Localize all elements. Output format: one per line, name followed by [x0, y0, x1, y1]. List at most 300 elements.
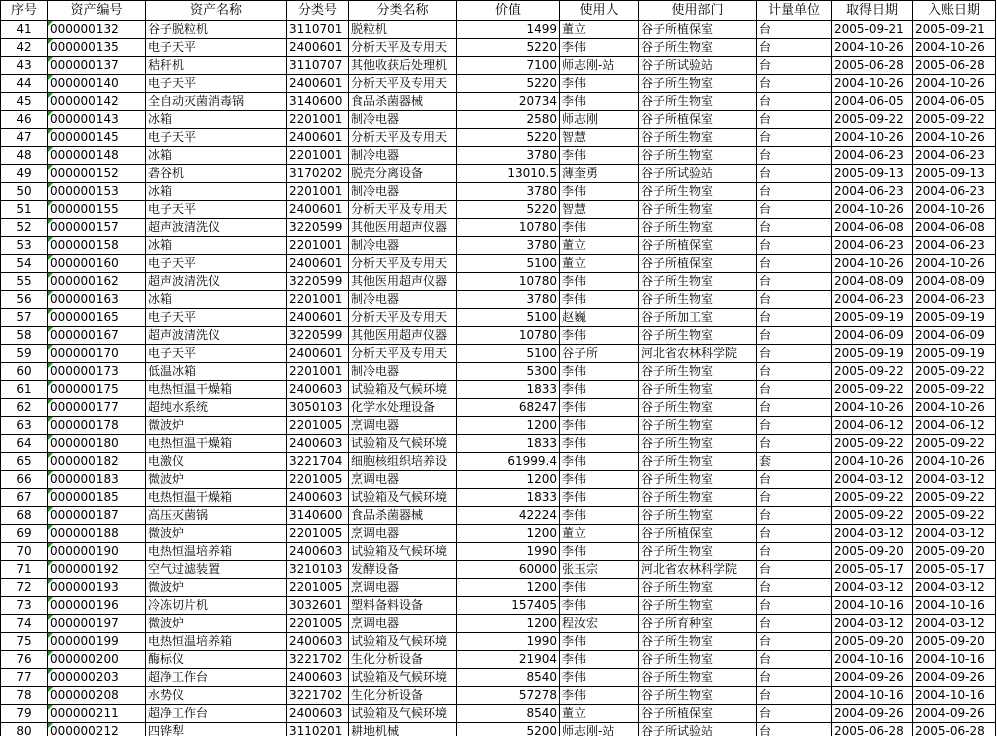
cell-unit[interactable]: 台 — [757, 489, 832, 507]
cell-asset-name[interactable]: 秸秆机 — [146, 57, 287, 75]
cell-category-code[interactable]: 2400603 — [287, 669, 349, 687]
cell-posted-date[interactable]: 2004-08-09 — [913, 273, 996, 291]
cell-row-number[interactable]: 64 — [1, 435, 48, 453]
cell-user[interactable]: 李伟 — [560, 453, 639, 471]
cell-row-number[interactable]: 73 — [1, 597, 48, 615]
cell-unit[interactable]: 台 — [757, 633, 832, 651]
cell-row-number[interactable]: 60 — [1, 363, 48, 381]
cell-category-name[interactable]: 化学水处理设备 — [349, 399, 457, 417]
cell-category-name[interactable]: 试验箱及气候环境 — [349, 489, 457, 507]
cell-asset-code[interactable]: 000000157 — [48, 219, 146, 237]
cell-acquired-date[interactable]: 2005-09-20 — [832, 543, 913, 561]
cell-category-code[interactable]: 2400603 — [287, 381, 349, 399]
column-header-user[interactable]: 使用人 — [560, 1, 639, 21]
cell-category-code[interactable]: 3170202 — [287, 165, 349, 183]
cell-department[interactable]: 谷子所植保室 — [639, 237, 757, 255]
cell-asset-code[interactable]: 000000196 — [48, 597, 146, 615]
cell-row-number[interactable]: 55 — [1, 273, 48, 291]
cell-value[interactable]: 20734 — [457, 93, 560, 111]
cell-value[interactable]: 8540 — [457, 705, 560, 723]
cell-acquired-date[interactable]: 2005-09-22 — [832, 435, 913, 453]
cell-category-code[interactable]: 3140600 — [287, 507, 349, 525]
cell-acquired-date[interactable]: 2004-06-08 — [832, 219, 913, 237]
cell-value[interactable]: 7100 — [457, 57, 560, 75]
cell-asset-code[interactable]: 000000153 — [48, 183, 146, 201]
cell-asset-code[interactable]: 000000162 — [48, 273, 146, 291]
cell-value[interactable]: 3780 — [457, 147, 560, 165]
cell-user[interactable]: 谷子所 — [560, 345, 639, 363]
cell-asset-code[interactable]: 000000135 — [48, 39, 146, 57]
cell-acquired-date[interactable]: 2005-09-22 — [832, 363, 913, 381]
cell-category-name[interactable]: 其他医用超声仪器 — [349, 327, 457, 345]
cell-asset-name[interactable]: 微波炉 — [146, 525, 287, 543]
cell-acquired-date[interactable]: 2005-09-22 — [832, 111, 913, 129]
cell-asset-code[interactable]: 000000143 — [48, 111, 146, 129]
cell-department[interactable]: 谷子所生物室 — [639, 399, 757, 417]
column-header-value[interactable]: 价值 — [457, 1, 560, 21]
cell-department[interactable]: 河北省农林科学院 — [639, 561, 757, 579]
cell-acquired-date[interactable]: 2005-09-13 — [832, 165, 913, 183]
cell-department[interactable]: 谷子所生物室 — [639, 489, 757, 507]
cell-asset-name[interactable]: 电热恒温干燥箱 — [146, 381, 287, 399]
cell-department[interactable]: 谷子所试验站 — [639, 723, 757, 736]
cell-posted-date[interactable]: 2004-10-26 — [913, 255, 996, 273]
cell-posted-date[interactable]: 2005-05-17 — [913, 561, 996, 579]
cell-posted-date[interactable]: 2005-06-28 — [913, 57, 996, 75]
cell-user[interactable]: 李伟 — [560, 219, 639, 237]
cell-unit[interactable]: 台 — [757, 435, 832, 453]
cell-department[interactable]: 谷子所生物室 — [639, 327, 757, 345]
cell-department[interactable]: 谷子所生物室 — [639, 291, 757, 309]
cell-row-number[interactable]: 53 — [1, 237, 48, 255]
cell-value[interactable]: 10780 — [457, 327, 560, 345]
cell-value[interactable]: 5300 — [457, 363, 560, 381]
cell-unit[interactable]: 台 — [757, 363, 832, 381]
cell-category-code[interactable]: 3140600 — [287, 93, 349, 111]
cell-category-code[interactable]: 2400603 — [287, 435, 349, 453]
cell-category-code[interactable]: 3220599 — [287, 327, 349, 345]
cell-unit[interactable]: 台 — [757, 255, 832, 273]
cell-acquired-date[interactable]: 2005-09-20 — [832, 633, 913, 651]
column-header-category-name[interactable]: 分类名称 — [349, 1, 457, 21]
cell-row-number[interactable]: 72 — [1, 579, 48, 597]
cell-acquired-date[interactable]: 2004-08-09 — [832, 273, 913, 291]
cell-posted-date[interactable]: 2004-10-16 — [913, 597, 996, 615]
cell-category-name[interactable]: 烹调电器 — [349, 471, 457, 489]
cell-posted-date[interactable]: 2004-03-12 — [913, 471, 996, 489]
cell-user[interactable]: 师志刚 — [560, 111, 639, 129]
cell-asset-code[interactable]: 000000183 — [48, 471, 146, 489]
cell-posted-date[interactable]: 2005-09-20 — [913, 543, 996, 561]
cell-category-code[interactable]: 2201005 — [287, 615, 349, 633]
cell-department[interactable]: 谷子所生物室 — [639, 435, 757, 453]
cell-category-code[interactable]: 2201005 — [287, 471, 349, 489]
cell-category-name[interactable]: 烹调电器 — [349, 579, 457, 597]
cell-unit[interactable]: 台 — [757, 183, 832, 201]
cell-unit[interactable]: 台 — [757, 219, 832, 237]
cell-posted-date[interactable]: 2004-09-26 — [913, 705, 996, 723]
cell-asset-code[interactable]: 000000148 — [48, 147, 146, 165]
cell-asset-code[interactable]: 000000137 — [48, 57, 146, 75]
cell-posted-date[interactable]: 2005-06-28 — [913, 723, 996, 736]
cell-row-number[interactable]: 54 — [1, 255, 48, 273]
cell-category-code[interactable]: 2400601 — [287, 309, 349, 327]
cell-category-name[interactable]: 制冷电器 — [349, 291, 457, 309]
cell-value[interactable]: 10780 — [457, 219, 560, 237]
cell-unit[interactable]: 台 — [757, 345, 832, 363]
cell-value[interactable]: 57278 — [457, 687, 560, 705]
cell-user[interactable]: 董立 — [560, 237, 639, 255]
cell-unit[interactable]: 台 — [757, 507, 832, 525]
cell-unit[interactable]: 台 — [757, 543, 832, 561]
cell-posted-date[interactable]: 2004-10-26 — [913, 453, 996, 471]
cell-asset-code[interactable]: 000000182 — [48, 453, 146, 471]
cell-asset-code[interactable]: 000000211 — [48, 705, 146, 723]
cell-unit[interactable]: 台 — [757, 687, 832, 705]
cell-category-code[interactable]: 3220599 — [287, 273, 349, 291]
cell-posted-date[interactable]: 2005-09-22 — [913, 111, 996, 129]
cell-value[interactable]: 21904 — [457, 651, 560, 669]
cell-department[interactable]: 谷子所植保室 — [639, 255, 757, 273]
cell-user[interactable]: 薄奎勇 — [560, 165, 639, 183]
cell-asset-code[interactable]: 000000193 — [48, 579, 146, 597]
cell-row-number[interactable]: 77 — [1, 669, 48, 687]
cell-posted-date[interactable]: 2004-10-16 — [913, 651, 996, 669]
cell-unit[interactable]: 台 — [757, 381, 832, 399]
cell-category-code[interactable]: 2400601 — [287, 345, 349, 363]
cell-value[interactable]: 60000 — [457, 561, 560, 579]
cell-category-name[interactable]: 生化分析设备 — [349, 651, 457, 669]
cell-asset-code[interactable]: 000000180 — [48, 435, 146, 453]
cell-acquired-date[interactable]: 2005-09-19 — [832, 309, 913, 327]
cell-posted-date[interactable]: 2005-09-22 — [913, 489, 996, 507]
cell-department[interactable]: 谷子所生物室 — [639, 687, 757, 705]
cell-row-number[interactable]: 78 — [1, 687, 48, 705]
cell-value[interactable]: 3780 — [457, 291, 560, 309]
cell-category-name[interactable]: 制冷电器 — [349, 237, 457, 255]
cell-unit[interactable]: 套 — [757, 453, 832, 471]
cell-user[interactable]: 李伟 — [560, 183, 639, 201]
cell-asset-name[interactable]: 电热恒温培养箱 — [146, 543, 287, 561]
cell-row-number[interactable]: 43 — [1, 57, 48, 75]
cell-posted-date[interactable]: 2005-09-20 — [913, 633, 996, 651]
cell-category-name[interactable]: 发酵设备 — [349, 561, 457, 579]
cell-category-name[interactable]: 分析天平及专用天 — [349, 309, 457, 327]
cell-asset-name[interactable]: 电热恒温干燥箱 — [146, 435, 287, 453]
cell-row-number[interactable]: 70 — [1, 543, 48, 561]
cell-user[interactable]: 李伟 — [560, 489, 639, 507]
cell-asset-code[interactable]: 000000199 — [48, 633, 146, 651]
cell-asset-code[interactable]: 000000212 — [48, 723, 146, 736]
cell-user[interactable]: 赵巍 — [560, 309, 639, 327]
cell-category-name[interactable]: 试验箱及气候环境 — [349, 705, 457, 723]
cell-department[interactable]: 谷子所生物室 — [639, 651, 757, 669]
cell-row-number[interactable]: 76 — [1, 651, 48, 669]
cell-department[interactable]: 谷子所生物室 — [639, 219, 757, 237]
cell-category-name[interactable]: 食品杀菌器械 — [349, 93, 457, 111]
cell-value[interactable]: 1200 — [457, 579, 560, 597]
cell-user[interactable]: 李伟 — [560, 687, 639, 705]
cell-asset-code[interactable]: 000000132 — [48, 21, 146, 39]
cell-acquired-date[interactable]: 2005-09-22 — [832, 489, 913, 507]
cell-value[interactable]: 1833 — [457, 489, 560, 507]
cell-department[interactable]: 谷子所生物室 — [639, 417, 757, 435]
cell-asset-code[interactable]: 000000178 — [48, 417, 146, 435]
cell-posted-date[interactable]: 2004-03-12 — [913, 579, 996, 597]
cell-row-number[interactable]: 46 — [1, 111, 48, 129]
cell-row-number[interactable]: 41 — [1, 21, 48, 39]
cell-unit[interactable]: 台 — [757, 21, 832, 39]
cell-category-code[interactable]: 3220599 — [287, 219, 349, 237]
cell-user[interactable]: 程汝宏 — [560, 615, 639, 633]
cell-unit[interactable]: 台 — [757, 147, 832, 165]
cell-row-number[interactable]: 57 — [1, 309, 48, 327]
cell-category-name[interactable]: 其他医用超声仪器 — [349, 219, 457, 237]
cell-category-name[interactable]: 烹调电器 — [349, 615, 457, 633]
cell-unit[interactable]: 台 — [757, 471, 832, 489]
cell-asset-name[interactable]: 微波炉 — [146, 471, 287, 489]
cell-asset-name[interactable]: 电热恒温干燥箱 — [146, 489, 287, 507]
cell-asset-name[interactable]: 酶标仪 — [146, 651, 287, 669]
cell-posted-date[interactable]: 2005-09-22 — [913, 363, 996, 381]
cell-category-name[interactable]: 试验箱及气候环境 — [349, 381, 457, 399]
cell-value[interactable]: 1200 — [457, 525, 560, 543]
cell-category-name[interactable]: 其他收获后处理机 — [349, 57, 457, 75]
cell-category-name[interactable]: 分析天平及专用天 — [349, 255, 457, 273]
cell-unit[interactable]: 台 — [757, 111, 832, 129]
cell-asset-name[interactable]: 空气过滤装置 — [146, 561, 287, 579]
cell-row-number[interactable]: 45 — [1, 93, 48, 111]
cell-acquired-date[interactable]: 2004-10-26 — [832, 201, 913, 219]
cell-acquired-date[interactable]: 2004-06-23 — [832, 147, 913, 165]
cell-acquired-date[interactable]: 2004-10-26 — [832, 39, 913, 57]
cell-unit[interactable]: 台 — [757, 525, 832, 543]
cell-row-number[interactable]: 42 — [1, 39, 48, 57]
cell-row-number[interactable]: 52 — [1, 219, 48, 237]
cell-posted-date[interactable]: 2005-09-19 — [913, 309, 996, 327]
cell-user[interactable]: 李伟 — [560, 669, 639, 687]
cell-asset-code[interactable]: 000000145 — [48, 129, 146, 147]
cell-value[interactable]: 1833 — [457, 381, 560, 399]
cell-posted-date[interactable]: 2005-09-19 — [913, 345, 996, 363]
cell-value[interactable]: 10780 — [457, 273, 560, 291]
cell-category-name[interactable]: 制冷电器 — [349, 147, 457, 165]
cell-category-code[interactable]: 2400603 — [287, 489, 349, 507]
cell-acquired-date[interactable]: 2005-09-19 — [832, 345, 913, 363]
cell-unit[interactable]: 台 — [757, 93, 832, 111]
cell-asset-code[interactable]: 000000187 — [48, 507, 146, 525]
cell-department[interactable]: 谷子所生物室 — [639, 129, 757, 147]
cell-asset-name[interactable]: 超声波清洗仪 — [146, 219, 287, 237]
cell-acquired-date[interactable]: 2004-06-23 — [832, 291, 913, 309]
cell-row-number[interactable]: 48 — [1, 147, 48, 165]
cell-user[interactable]: 张玉宗 — [560, 561, 639, 579]
cell-user[interactable]: 李伟 — [560, 363, 639, 381]
cell-category-name[interactable]: 分析天平及专用天 — [349, 201, 457, 219]
cell-category-code[interactable]: 3110701 — [287, 21, 349, 39]
cell-acquired-date[interactable]: 2005-06-28 — [832, 57, 913, 75]
cell-posted-date[interactable]: 2005-09-13 — [913, 165, 996, 183]
cell-value[interactable]: 3780 — [457, 183, 560, 201]
cell-department[interactable]: 谷子所生物室 — [639, 183, 757, 201]
cell-department[interactable]: 谷子所生物室 — [639, 273, 757, 291]
cell-department[interactable]: 谷子所生物室 — [639, 579, 757, 597]
cell-unit[interactable]: 台 — [757, 615, 832, 633]
cell-asset-name[interactable]: 谷子脱粒机 — [146, 21, 287, 39]
cell-posted-date[interactable]: 2004-10-26 — [913, 129, 996, 147]
cell-asset-name[interactable]: 超净工作台 — [146, 705, 287, 723]
cell-category-code[interactable]: 3110707 — [287, 57, 349, 75]
cell-unit[interactable]: 台 — [757, 561, 832, 579]
cell-category-name[interactable]: 食品杀菌器械 — [349, 507, 457, 525]
cell-user[interactable]: 李伟 — [560, 399, 639, 417]
cell-category-name[interactable]: 分析天平及专用天 — [349, 39, 457, 57]
cell-department[interactable]: 谷子所生物室 — [639, 669, 757, 687]
cell-value[interactable]: 61999.4 — [457, 453, 560, 471]
cell-row-number[interactable]: 75 — [1, 633, 48, 651]
cell-category-name[interactable]: 分析天平及专用天 — [349, 75, 457, 93]
cell-user[interactable]: 李伟 — [560, 471, 639, 489]
cell-row-number[interactable]: 68 — [1, 507, 48, 525]
cell-department[interactable]: 谷子所植保室 — [639, 525, 757, 543]
cell-category-name[interactable]: 试验箱及气候环境 — [349, 669, 457, 687]
cell-row-number[interactable]: 56 — [1, 291, 48, 309]
cell-acquired-date[interactable]: 2004-10-26 — [832, 75, 913, 93]
cell-category-name[interactable]: 分析天平及专用天 — [349, 129, 457, 147]
cell-value[interactable]: 3780 — [457, 237, 560, 255]
cell-posted-date[interactable]: 2004-03-12 — [913, 615, 996, 633]
cell-posted-date[interactable]: 2004-06-09 — [913, 327, 996, 345]
cell-unit[interactable]: 台 — [757, 309, 832, 327]
cell-asset-code[interactable]: 000000163 — [48, 291, 146, 309]
cell-posted-date[interactable]: 2004-06-23 — [913, 147, 996, 165]
cell-posted-date[interactable]: 2004-09-26 — [913, 669, 996, 687]
cell-department[interactable]: 谷子所生物室 — [639, 201, 757, 219]
column-header-asset-name[interactable]: 资产名称 — [146, 1, 287, 21]
cell-value[interactable]: 1200 — [457, 471, 560, 489]
cell-asset-code[interactable]: 000000192 — [48, 561, 146, 579]
cell-posted-date[interactable]: 2004-06-23 — [913, 237, 996, 255]
cell-row-number[interactable]: 67 — [1, 489, 48, 507]
cell-asset-name[interactable]: 超声波清洗仪 — [146, 327, 287, 345]
cell-asset-code[interactable]: 000000200 — [48, 651, 146, 669]
cell-department[interactable]: 谷子所生物室 — [639, 75, 757, 93]
cell-unit[interactable]: 台 — [757, 579, 832, 597]
cell-asset-name[interactable]: 全自动灭菌消毒锅 — [146, 93, 287, 111]
cell-unit[interactable]: 台 — [757, 417, 832, 435]
cell-user[interactable]: 李伟 — [560, 651, 639, 669]
cell-asset-code[interactable]: 000000170 — [48, 345, 146, 363]
cell-acquired-date[interactable]: 2004-10-26 — [832, 255, 913, 273]
cell-unit[interactable]: 台 — [757, 399, 832, 417]
cell-value[interactable]: 5220 — [457, 39, 560, 57]
cell-category-name[interactable]: 脱粒机 — [349, 21, 457, 39]
cell-department[interactable]: 河北省农林科学院 — [639, 345, 757, 363]
cell-user[interactable]: 董立 — [560, 21, 639, 39]
cell-asset-code[interactable]: 000000165 — [48, 309, 146, 327]
cell-department[interactable]: 谷子所育种室 — [639, 615, 757, 633]
cell-unit[interactable]: 台 — [757, 201, 832, 219]
cell-category-code[interactable]: 2400601 — [287, 39, 349, 57]
cell-asset-code[interactable]: 000000177 — [48, 399, 146, 417]
cell-asset-code[interactable]: 000000140 — [48, 75, 146, 93]
cell-asset-name[interactable]: 电子天平 — [146, 255, 287, 273]
cell-acquired-date[interactable]: 2004-10-26 — [832, 453, 913, 471]
cell-asset-code[interactable]: 000000142 — [48, 93, 146, 111]
cell-category-name[interactable]: 烹调电器 — [349, 525, 457, 543]
cell-department[interactable]: 谷子所生物室 — [639, 453, 757, 471]
cell-category-code[interactable]: 3032601 — [287, 597, 349, 615]
cell-asset-code[interactable]: 000000203 — [48, 669, 146, 687]
cell-category-name[interactable]: 制冷电器 — [349, 183, 457, 201]
cell-value[interactable]: 1200 — [457, 417, 560, 435]
cell-user[interactable]: 李伟 — [560, 597, 639, 615]
cell-acquired-date[interactable]: 2005-09-22 — [832, 381, 913, 399]
cell-posted-date[interactable]: 2004-06-12 — [913, 417, 996, 435]
cell-acquired-date[interactable]: 2004-10-16 — [832, 687, 913, 705]
cell-acquired-date[interactable]: 2004-09-26 — [832, 705, 913, 723]
cell-department[interactable]: 谷子所植保室 — [639, 705, 757, 723]
cell-category-code[interactable]: 2400603 — [287, 633, 349, 651]
cell-asset-code[interactable]: 000000190 — [48, 543, 146, 561]
cell-asset-name[interactable]: 低温冰箱 — [146, 363, 287, 381]
cell-asset-name[interactable]: 超净工作台 — [146, 669, 287, 687]
cell-unit[interactable]: 台 — [757, 597, 832, 615]
cell-asset-name[interactable]: 冰箱 — [146, 111, 287, 129]
cell-acquired-date[interactable]: 2004-10-16 — [832, 651, 913, 669]
cell-user[interactable]: 董立 — [560, 255, 639, 273]
cell-acquired-date[interactable]: 2004-09-26 — [832, 669, 913, 687]
cell-acquired-date[interactable]: 2004-03-12 — [832, 525, 913, 543]
cell-posted-date[interactable]: 2004-10-26 — [913, 399, 996, 417]
cell-unit[interactable]: 台 — [757, 327, 832, 345]
cell-posted-date[interactable]: 2005-09-22 — [913, 381, 996, 399]
cell-category-name[interactable]: 细胞核组织培养设 — [349, 453, 457, 471]
cell-row-number[interactable]: 80 — [1, 723, 48, 736]
cell-asset-name[interactable]: 电热恒温培养箱 — [146, 633, 287, 651]
cell-category-code[interactable]: 2201001 — [287, 363, 349, 381]
column-header-department[interactable]: 使用部门 — [639, 1, 757, 21]
cell-category-code[interactable]: 3210103 — [287, 561, 349, 579]
cell-department[interactable]: 谷子所试验站 — [639, 57, 757, 75]
cell-value[interactable]: 2580 — [457, 111, 560, 129]
cell-department[interactable]: 谷子所生物室 — [639, 471, 757, 489]
cell-value[interactable]: 5220 — [457, 129, 560, 147]
cell-user[interactable]: 李伟 — [560, 327, 639, 345]
cell-department[interactable]: 谷子所试验站 — [639, 165, 757, 183]
cell-department[interactable]: 谷子所植保室 — [639, 111, 757, 129]
cell-value[interactable]: 5100 — [457, 309, 560, 327]
cell-category-name[interactable]: 试验箱及气候环境 — [349, 435, 457, 453]
column-header-row-number[interactable]: 序号 — [1, 1, 48, 21]
cell-posted-date[interactable]: 2004-06-05 — [913, 93, 996, 111]
cell-value[interactable]: 5100 — [457, 255, 560, 273]
cell-category-name[interactable]: 其他医用超声仪器 — [349, 273, 457, 291]
cell-user[interactable]: 董立 — [560, 525, 639, 543]
cell-asset-code[interactable]: 000000188 — [48, 525, 146, 543]
cell-category-code[interactable]: 2400601 — [287, 255, 349, 273]
cell-department[interactable]: 谷子所生物室 — [639, 381, 757, 399]
cell-asset-name[interactable]: 四铧犁 — [146, 723, 287, 736]
cell-acquired-date[interactable]: 2004-06-23 — [832, 237, 913, 255]
cell-posted-date[interactable]: 2005-09-22 — [913, 435, 996, 453]
cell-department[interactable]: 谷子所生物室 — [639, 633, 757, 651]
cell-posted-date[interactable]: 2005-09-21 — [913, 21, 996, 39]
cell-user[interactable]: 李伟 — [560, 417, 639, 435]
cell-row-number[interactable]: 49 — [1, 165, 48, 183]
cell-asset-name[interactable]: 冰箱 — [146, 291, 287, 309]
cell-row-number[interactable]: 66 — [1, 471, 48, 489]
